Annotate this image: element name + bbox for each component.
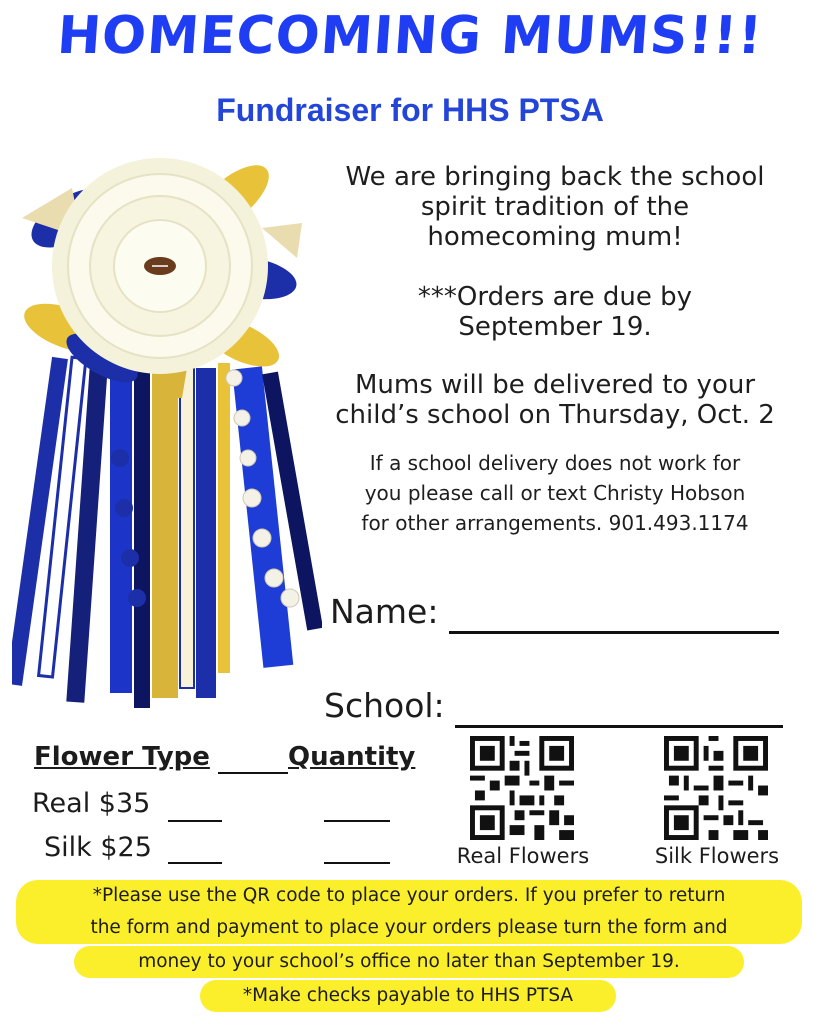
- real-quantity-blank[interactable]: [324, 820, 390, 822]
- contact-line: you please call or text Christy Hobson: [364, 481, 746, 505]
- name-line[interactable]: [449, 592, 779, 634]
- notice-highlight-bottom: [200, 980, 616, 1012]
- school-line[interactable]: [455, 686, 783, 728]
- header-divider-line: [218, 772, 288, 774]
- flyer-title: HOMECOMING MUMS!!!: [55, 6, 765, 66]
- notice-line: the form and payment to place your orders please turn the form and: [90, 917, 728, 938]
- qr-label-real-flowers: Real Flowers: [456, 844, 590, 868]
- contact-text: [310, 448, 800, 538]
- qr-code-real-flowers[interactable]: [470, 736, 574, 840]
- notice-line: *Please use the QR code to place your orders. If you prefer to return: [92, 885, 726, 906]
- silk-flower-type-blank[interactable]: [168, 862, 222, 864]
- delivery-line: Mums will be delivered to your: [354, 370, 756, 400]
- notice-highlight-top: [16, 880, 802, 944]
- real-flower-row-label: Real $35: [32, 788, 151, 819]
- school-field[interactable]: [324, 686, 783, 728]
- delivery-text: [310, 370, 800, 430]
- silk-quantity-blank[interactable]: [324, 862, 390, 864]
- notice-highlight-middle: [74, 946, 744, 978]
- contact-line: If a school delivery does not work for: [369, 451, 741, 475]
- intro-line: We are bringing back the school: [345, 162, 765, 192]
- name-field[interactable]: [330, 592, 779, 634]
- flyer-subtitle: Fundraiser for HHS PTSA: [216, 92, 604, 128]
- notice-line: *Make checks payable to HHS PTSA: [242, 985, 574, 1006]
- intro-line: homecoming mum!: [427, 222, 683, 252]
- homecoming-mum-illustration: [12, 128, 322, 708]
- due-line: September 19.: [458, 312, 652, 342]
- real-flower-type-blank[interactable]: [168, 820, 222, 822]
- silk-flower-row-label: Silk $25: [44, 832, 152, 863]
- qr-label-silk-flowers: Silk Flowers: [654, 844, 780, 868]
- mum-flower: [52, 158, 268, 374]
- due-date-text: [310, 282, 800, 342]
- intro-line: spirit tradition of the: [420, 192, 690, 222]
- flower-type-header: Flower Type: [34, 742, 210, 772]
- quantity-header: Quantity: [288, 742, 416, 772]
- contact-line: for other arrangements. 901.493.1174: [361, 511, 749, 535]
- qr-code-silk-flowers[interactable]: [664, 736, 768, 840]
- mum-ribbons: [12, 357, 322, 708]
- due-line: ***Orders are due by: [417, 282, 693, 312]
- notice-line: money to your school’s office no later than September 19.: [138, 951, 680, 972]
- school-label: School:: [324, 686, 445, 725]
- delivery-line: child’s school on Thursday, Oct. 2: [335, 400, 775, 430]
- name-label: Name:: [330, 592, 439, 631]
- intro-text: [310, 162, 800, 252]
